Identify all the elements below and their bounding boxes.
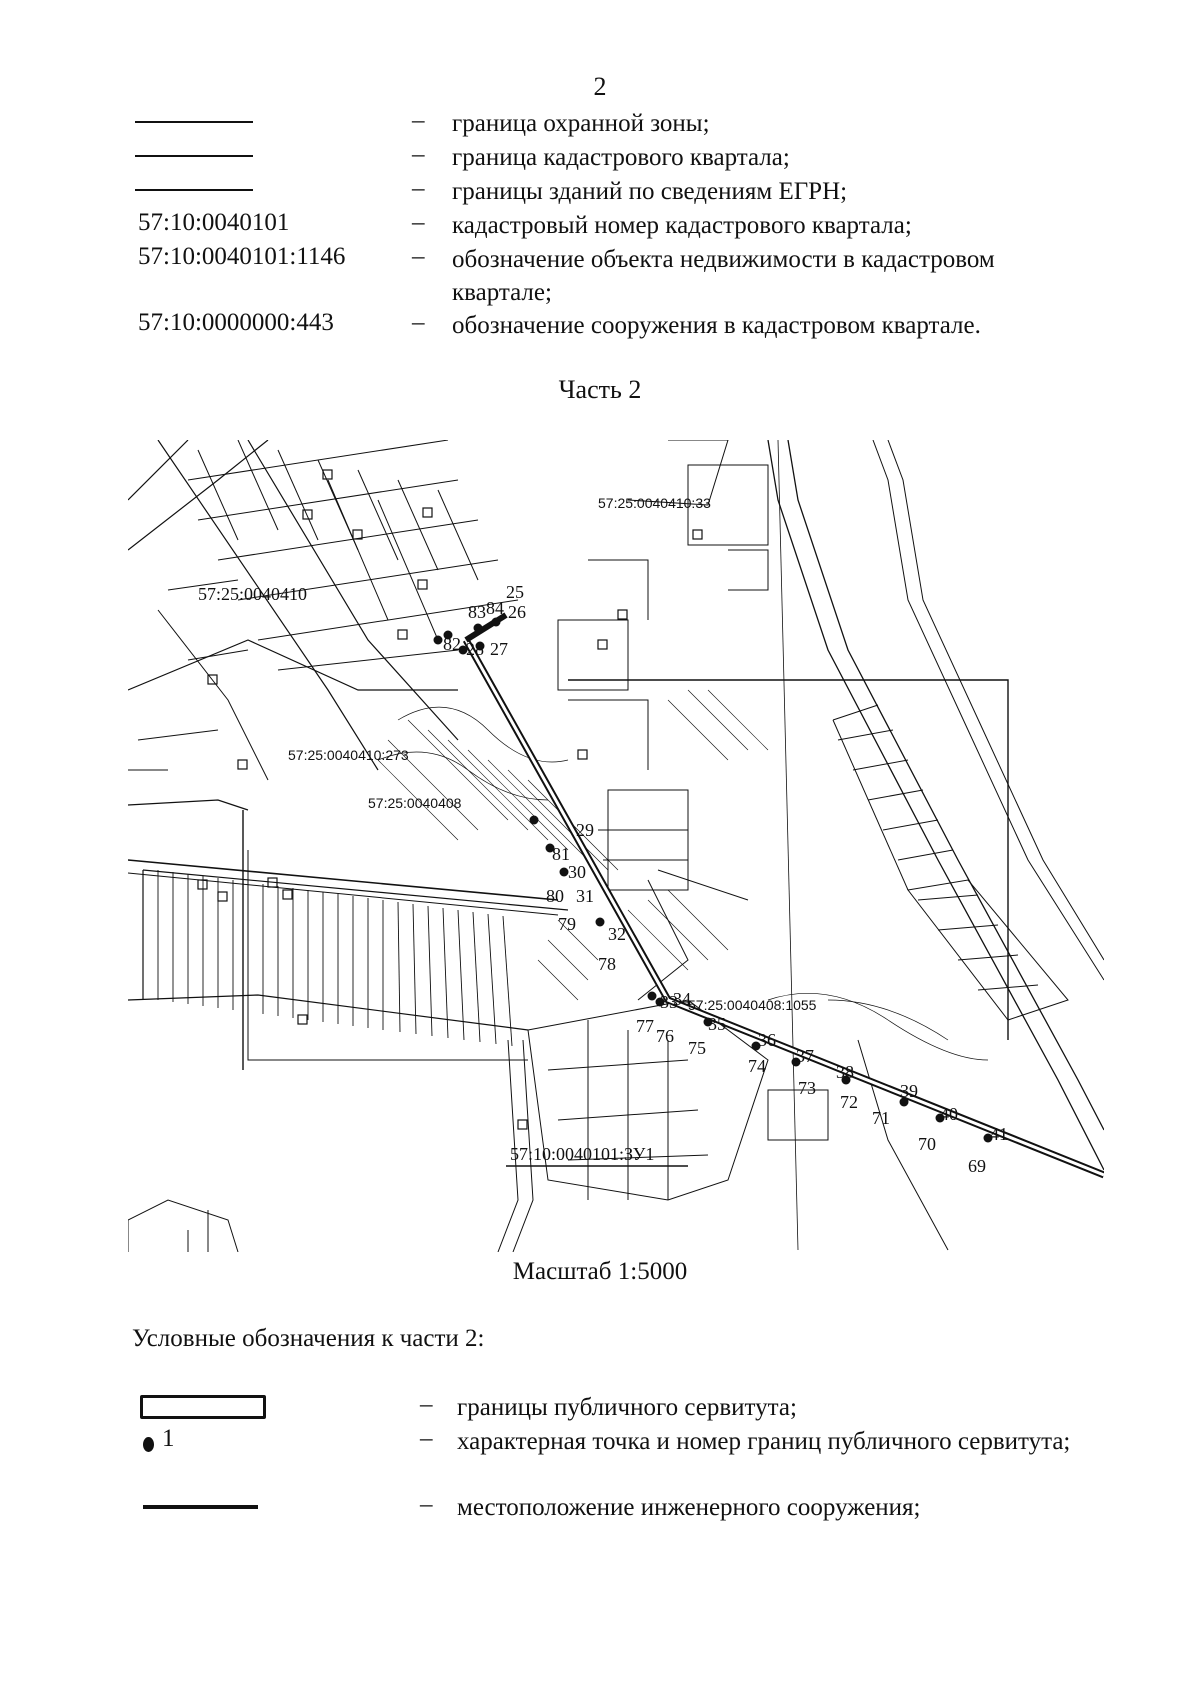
point-label: 40 [940, 1104, 958, 1124]
point-label: 31 [576, 886, 594, 906]
servitude-point-marker [434, 636, 443, 645]
point-label: 80 [546, 886, 564, 906]
point-label: 77 [636, 1016, 654, 1036]
legend-desc: обозначение сооружения в кадастровом квартале. [452, 312, 981, 339]
legend-row-quarter-border [0, 141, 1200, 175]
point-label: 69 [968, 1156, 986, 1176]
dash: – [412, 243, 425, 270]
point-label: 72 [840, 1092, 858, 1112]
point-label: 36 [758, 1030, 776, 1050]
point-label: 82 [443, 634, 461, 654]
legend-desc: местоположение инженерного сооружения; [457, 1494, 921, 1521]
servitude-border-symbol [140, 1395, 266, 1419]
servitude-point-marker [596, 918, 605, 927]
line-symbol [135, 189, 253, 191]
cadastral-code: 57:10:0000000:443 [138, 309, 334, 336]
part-title: Часть 2 [558, 375, 642, 404]
point-label: 70 [918, 1134, 936, 1154]
servitude-point-marker [474, 624, 483, 633]
point-label: 79 [558, 914, 576, 934]
point-symbol [143, 1437, 154, 1452]
dash: – [412, 175, 425, 202]
dash: – [420, 1491, 433, 1518]
cadastral-code: 57:10:0040101:1146 [138, 243, 346, 270]
point-label: 32 [608, 924, 626, 944]
cadastral-code: 57:10:0040101 [138, 209, 290, 236]
legend-row-quarter-number [0, 209, 1200, 243]
legend-desc: граница кадастрового квартала; [452, 144, 790, 171]
legend-desc: обозначение объекта недвижимости в кадастровом квартале; [452, 246, 995, 306]
dash: – [412, 141, 425, 168]
point-label: 71 [872, 1108, 890, 1128]
dash: – [420, 1425, 433, 1452]
cadastral-number-label: 57:10:0040101:ЗУ1 [510, 1144, 655, 1164]
legend2-title: Условные обозначения к части 2: [132, 1325, 485, 1352]
engineering-line-symbol [143, 1505, 258, 1509]
point-label: 73 [798, 1078, 816, 1098]
cadastral-map [128, 440, 1104, 1252]
dash: – [420, 1391, 433, 1418]
cadastral-number-label: 57:25:0040410:273 [288, 747, 409, 763]
point-label: 34 [673, 989, 691, 1009]
point-label: 37 [796, 1046, 814, 1066]
point-label: 74 [748, 1056, 766, 1076]
point-number: 1 [162, 1425, 175, 1452]
point-label: 41 [990, 1124, 1008, 1144]
dash: – [412, 107, 425, 134]
legend-row-structure [0, 309, 1200, 343]
legend-desc: граница охранной зоны; [452, 110, 710, 137]
point-label: 38 [836, 1062, 854, 1082]
cadastral-number-label: 57:25:0040408 [368, 795, 462, 811]
map-scale: Масштаб 1:5000 [512, 1258, 688, 1285]
cadastral-number-label: 57:25:0040410 [198, 584, 308, 604]
point-label: 26 [508, 602, 526, 622]
map-drawing [128, 440, 1104, 1252]
servitude-point-marker [648, 992, 657, 1001]
legend-desc: характерная точка и номер границ публичного сервитута; [457, 1428, 1071, 1455]
page-number: 2 [593, 72, 607, 101]
point-label: 75 [688, 1038, 706, 1058]
point-label: 35 [708, 1014, 726, 1034]
point-label: 78 [598, 954, 616, 974]
legend-row-buildings [0, 175, 1200, 209]
legend-row-property [0, 243, 1200, 309]
point-label: 25 [506, 582, 524, 602]
cadastral-number-label: 57:25:0040408:1055 [688, 997, 817, 1013]
legend-row-protection-zone [0, 107, 1200, 141]
legend-desc: границы публичного сервитута; [457, 1394, 797, 1421]
point-label: 81 [552, 844, 570, 864]
point-label: 30 [568, 862, 586, 882]
point-label: 83 [468, 602, 486, 622]
point-label: 39 [900, 1081, 918, 1101]
line-symbol [135, 121, 253, 123]
point-label: 27 [490, 639, 508, 659]
dash: – [412, 309, 425, 336]
point-label: 33 [660, 992, 678, 1012]
servitude-point-marker [530, 816, 539, 825]
dash: – [412, 209, 425, 236]
legend-desc: границы зданий по сведениям ЕГРН; [452, 178, 848, 205]
point-label: 76 [656, 1026, 674, 1046]
cadastral-number-label: 57:25:0040410:33 [598, 495, 711, 511]
servitude-point-marker [492, 618, 501, 627]
legend-desc: кадастровый номер кадастрового квартала; [452, 212, 912, 239]
point-label: 28 [466, 639, 484, 659]
point-label: 84 [486, 598, 504, 618]
point-label: 29 [576, 820, 594, 840]
line-symbol [135, 155, 253, 157]
